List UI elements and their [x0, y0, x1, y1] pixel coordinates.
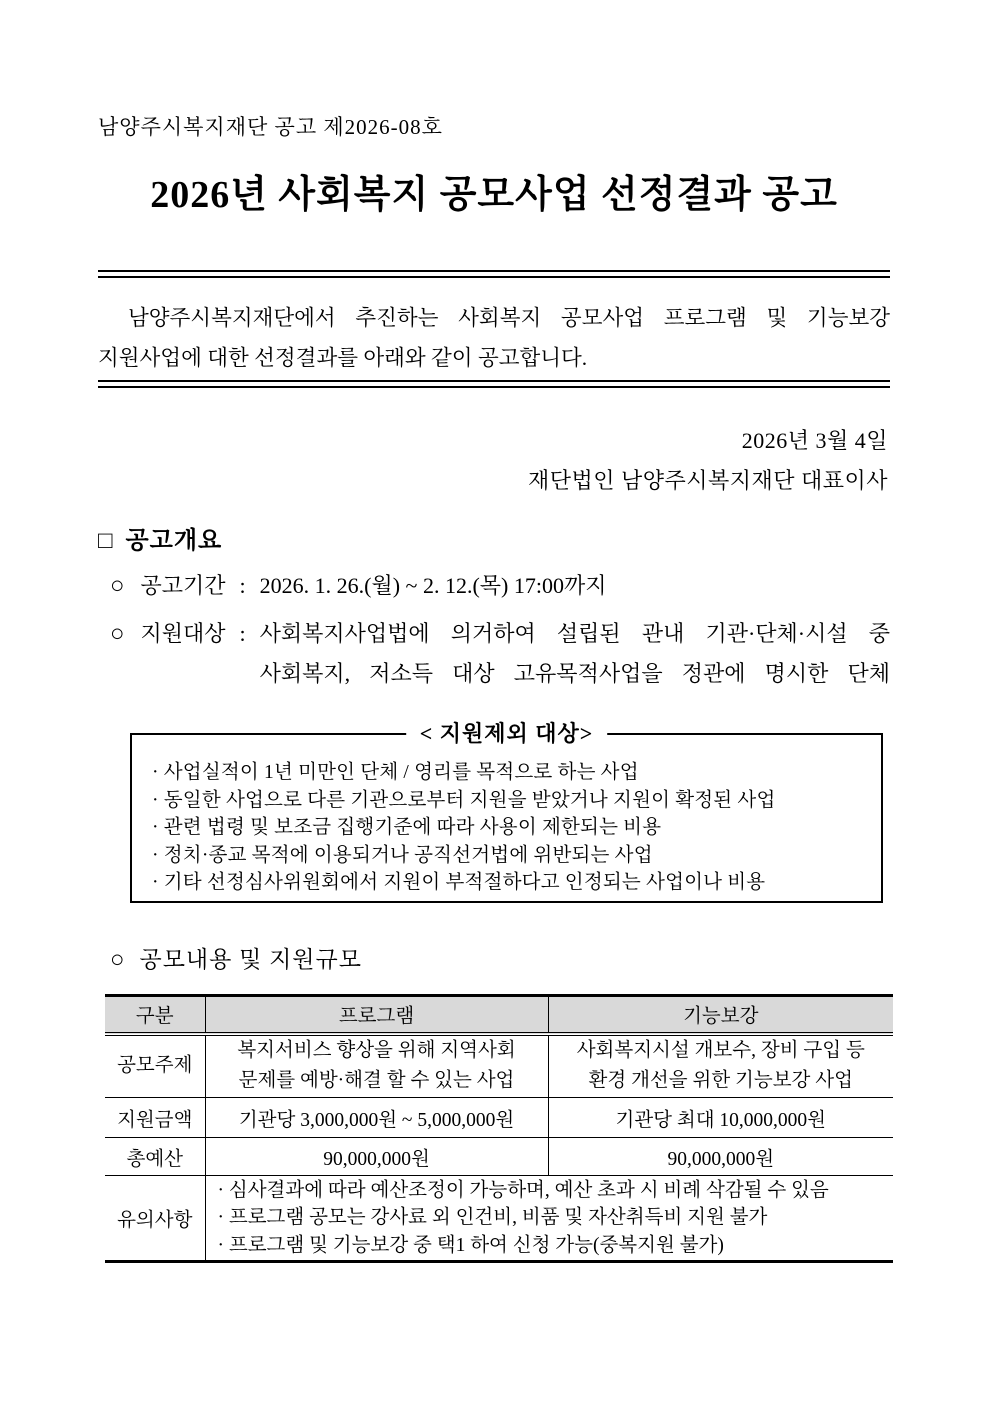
eligibility-line-2: 사회복지, 저소득 대상 고유목적사업을 정관에 명시한 단체: [259, 661, 890, 686]
notes-line: · 프로그램 공모는 강사료 외 인건비, 비품 및 자산취득비 지원 불가: [217, 1207, 768, 1229]
budget-program-cell: 90,000,000원: [205, 1138, 548, 1176]
notes-label: 유의사항: [105, 1176, 205, 1262]
circle-bullet-icon: ○: [110, 621, 125, 647]
issuance-date: 2026년 3월 4일: [741, 428, 888, 453]
table-header-row: [105, 996, 893, 1034]
separator-double-line-bottom: [98, 380, 890, 388]
table-row-budget: [105, 1138, 893, 1176]
exclusion-item: · 정치·종교 목적에 이용되거나 공직선거법에 위반되는 사업: [152, 844, 653, 866]
document-body: [98, 0, 890, 1263]
overview-heading-label: 공고개요: [125, 528, 223, 554]
theme-upgrade-line-1: 사회복지시설 개보수, 장비 구입 등: [576, 1040, 865, 1062]
eligibility-label: 지원대상: [140, 621, 226, 646]
theme-label: 공모주제: [105, 1034, 205, 1098]
amount-program-cell: 기관당 3,000,000원 ~ 5,000,000원: [205, 1098, 548, 1138]
amount-label: 지원금액: [105, 1098, 205, 1138]
grant-summary-table: [105, 994, 893, 1263]
period-label: 공고기간: [140, 573, 226, 598]
exclusion-item: · 동일한 사업으로 다른 기관으로부터 지원을 받았거나 지원이 확정된 사업: [152, 789, 776, 811]
document-number: 남양주시복지재단 공고 제2026-08호: [98, 115, 443, 139]
page-title: 2026년 사회복지 공모사업 선정결과 공고: [150, 174, 838, 216]
eligibility-value: [260, 614, 890, 694]
exclusion-criteria-box: [130, 721, 883, 903]
overview-heading: [98, 524, 890, 558]
announcement-period-row: [98, 566, 890, 606]
circle-bullet-icon: ○: [110, 573, 125, 599]
period-colon: :: [239, 573, 246, 598]
theme-program-cell: [205, 1034, 548, 1098]
eligibility-row: [98, 614, 890, 694]
square-bullet-icon: □: [98, 528, 114, 554]
amount-upgrade-cell: 기관당 최대 10,000,000원: [548, 1098, 893, 1138]
budget-label: 총예산: [105, 1138, 205, 1176]
header-upgrade: 기능보강: [548, 996, 893, 1034]
header-program: 프로그램: [205, 996, 548, 1034]
exclusion-item: · 기타 선정심사위원회에서 지원이 부적절하다고 인정되는 사업이나 비용: [152, 872, 766, 893]
exclusion-item: · 관련 법령 및 보조금 집행기준에 따라 사용이 제한되는 비용: [152, 817, 662, 838]
notes-line: · 심사결과에 따라 예산조정이 가능하며, 예산 초과 시 비례 삭감될 수 있음: [217, 1179, 829, 1201]
header-category: 구분: [105, 996, 205, 1034]
intro-line-1: 남양주시복지재단에서 추진하는 사회복지 공모사업 프로그램 및 기능보강: [128, 306, 890, 330]
exclusion-box-title: < 지원제외 대상>: [406, 719, 608, 749]
eligibility-line-1: 사회복지사업법에 의거하여 설립된 관내 기관·단체·시설 중: [259, 621, 890, 646]
theme-program-line-1: 복지서비스 향상을 위해 지역사회: [237, 1040, 516, 1062]
issuance-block: [98, 421, 890, 501]
table-row-notes: [105, 1176, 893, 1262]
separator-double-line-top: [98, 270, 890, 278]
notes-line: · 프로그램 및 기능보강 중 택1 하여 신청 가능(중복지원 불가): [217, 1234, 724, 1256]
intro-paragraph: [98, 298, 890, 378]
issuer-signature: 재단법인 남양주시복지재단 대표이사: [527, 468, 888, 493]
table-row-theme: [105, 1034, 893, 1098]
exclusion-item: · 사업실적이 1년 미만인 단체 / 영리를 목적으로 하는 사업: [152, 762, 639, 783]
theme-upgrade-cell: [548, 1034, 893, 1098]
eligibility-colon: :: [239, 621, 246, 646]
theme-upgrade-line-2: 환경 개선을 위한 기능보강 사업: [588, 1070, 853, 1092]
grant-details-heading: [98, 943, 890, 977]
budget-upgrade-cell: 90,000,000원: [548, 1138, 893, 1176]
theme-program-line-2: 문제를 예방·해결 할 수 있는 사업: [238, 1070, 515, 1092]
table-row-amount: [105, 1098, 893, 1138]
circle-bullet-icon: ○: [110, 947, 126, 973]
grant-details-heading-label: 공모내용 및 지원규모: [139, 947, 362, 972]
period-value: 2026. 1. 26.(월) ~ 2. 12.(목) 17:00까지: [259, 573, 607, 598]
intro-line-2: 지원사업에 대한 선정결과를 아래와 같이 공고합니다.: [98, 346, 588, 370]
notes-cell: [205, 1176, 893, 1262]
